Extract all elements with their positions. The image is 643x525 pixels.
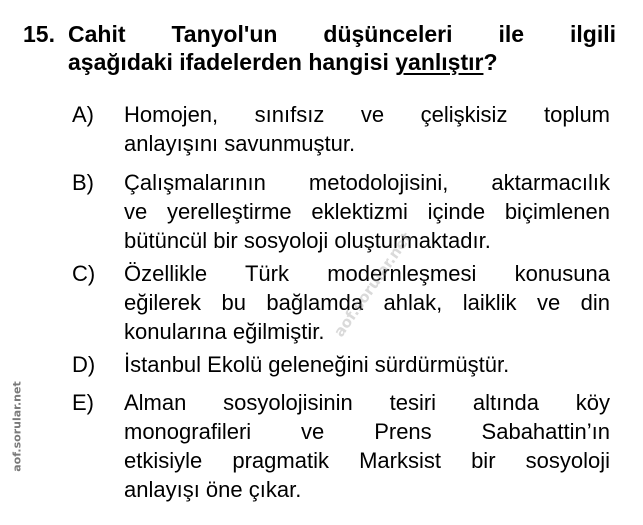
question-stem-line-1: Cahit Tanyol'un düşünceleri ile ilgili [68,21,616,47]
question-stem [68,20,616,76]
option-a-line-1: Homojen, sınıfsız ve çelişkisiz toplum [124,102,610,127]
option-e-line-3: etkisiyle pragmatik Marksist bir sosyoloji [124,448,610,473]
option-b-text [124,168,610,255]
option-b-line-2: ve yerelleştirme eklektizmi içinde biçimlenen [124,199,610,224]
option-c-line-1: Özellikle Türk modernleşmesi konusuna [124,261,610,286]
question-stem-underlined-word: yanlıştır [395,49,484,75]
option-c-line-3: konularına eğilmiştir. [124,319,325,344]
option-c-line-2: eğilerek bu bağlamda ahlak, laiklik ve din [124,290,610,315]
option-e-text [124,388,610,504]
option-e-letter: E) [72,390,94,415]
option-c-letter: C) [72,261,96,286]
option-e-line-4: anlayışı öne çıkar. [124,477,302,502]
option-b-line-1: Çalışmalarının metodolojisini, aktarmacılık [124,170,610,195]
option-d-letter: D) [72,352,96,377]
diagonal-watermark: aof.sorular.net [330,228,416,341]
question-stem-line-2-start: aşağıdaki ifadelerden hangisi [68,49,396,75]
option-b-letter: B) [72,170,94,195]
option-b-line-3: bütüncül bir sosyoloji oluşturmaktadır. [124,228,491,253]
option-e-line-2: monografileri ve Prens Sabahattin’ın [124,419,610,444]
question-number: 15. [23,21,55,47]
option-a-line-2: anlayışını savunmuştur. [124,131,356,156]
question-stem-line-2-end: ? [483,49,498,75]
option-a-text [124,100,610,158]
option-a-letter: A) [72,102,94,127]
option-d-line-1: İstanbul Ekolü geleneğini sürdürmüştür. [124,352,510,377]
side-watermark: aof.sorular.net [10,381,24,472]
option-e-line-1: Alman sosyolojisinin tesiri altında köy [124,390,610,415]
option-d-text [124,350,610,379]
